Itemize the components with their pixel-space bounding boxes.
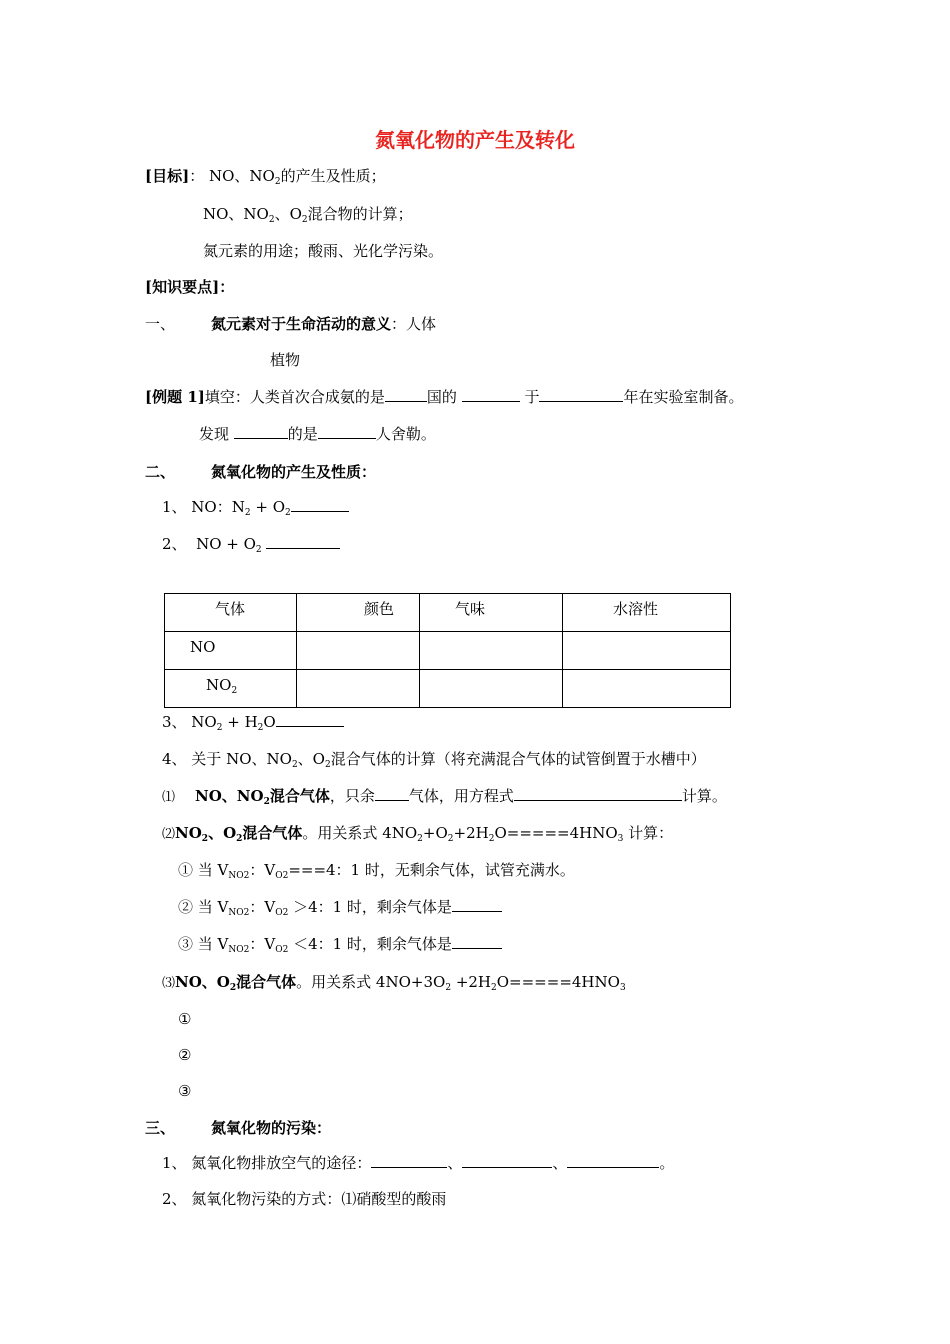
sub-item-3: ⑶NO、$O_2$混合气体。用关系式 $4NO+3O_2 +2H_2O=====4HNO_3$	[162, 973, 626, 993]
blank-emission-2[interactable]	[462, 1153, 552, 1168]
example-1-label: [例题 1]	[145, 388, 205, 406]
blank-no-oxidation[interactable]	[266, 534, 340, 549]
case-2: ② 当 $V_{NO2}$：$V_{O2} >4$：1 时，剩余气体是	[178, 897, 502, 920]
sub-item-2: $⑵NO_2$、$O_2$混合气体。用关系式 $4NO_2+O_2+2H_2O=====4HNO_3$ 计算：	[162, 824, 674, 844]
blank-nationality[interactable]	[318, 424, 376, 439]
goals-line-1: [目标]： NO、$NO_2$的产生及性质；	[145, 167, 386, 187]
row-no2-gas: $NO_2$	[206, 676, 238, 696]
table-header-row	[165, 594, 731, 632]
blank-no-formation[interactable]	[291, 497, 349, 512]
gas-properties-table	[164, 593, 731, 708]
goal-2: NO、$NO_2$、$O_2$混合物的计算；	[203, 205, 413, 225]
section-2-heading-line	[145, 462, 377, 482]
sub-item-2-heading: $NO_2$、$O_2$混合气体	[175, 824, 303, 844]
goals-label: [目标]	[145, 167, 190, 185]
blank-emission-3[interactable]	[567, 1153, 659, 1168]
section-1-heading-line: 一、 氮元素对于生命活动的意义：人体	[145, 315, 437, 333]
goal-1: NO、$NO_2$的产生及性质；	[208, 167, 386, 187]
blank-case-3[interactable]	[452, 934, 502, 949]
case-3: ③ 当 $V_{NO2}$：$V_{O2} <4$：1 时，剩余气体是	[178, 934, 502, 957]
cell-no2-solubility[interactable]	[563, 670, 731, 708]
section-2-item-4: 4、 关于 NO、$NO_2$、$O_2$混合气体的计算（将充满混合气体的试管倒置于水槽中）	[162, 750, 706, 770]
row-no-gas: NO	[190, 638, 216, 656]
header-solubility: 水溶性	[613, 600, 659, 618]
table-row	[165, 632, 731, 670]
section-2-heading: 氮氧化物的产生及性质：	[211, 463, 377, 481]
cell-no2-color[interactable]	[297, 670, 420, 708]
example-1-line-1: [例题 1]填空：人类首次合成氨的是 国的 于 年在实验室制备。	[145, 388, 744, 406]
page-title: 氮氧化物的产生及转化	[375, 128, 575, 152]
blank-person[interactable]	[462, 387, 520, 402]
blank-country[interactable]	[385, 387, 427, 402]
case-1: ① 当 $V_{NO2}$：$V_{O2}===4$：1 时，无剩余气体，试管充满水。	[178, 861, 575, 881]
example-1-line-2: 发现 的是 人舍勒。	[199, 425, 436, 443]
blank-year[interactable]	[539, 387, 623, 402]
header-odor: 气味	[455, 600, 486, 618]
goal-3: 氮元素的用途；酸雨、光化学污染。	[203, 242, 444, 260]
header-gas: 气体	[215, 600, 246, 618]
section-3-heading-line	[145, 1118, 332, 1138]
section-2-item-1: 1、 NO：$N_2 + O_2$	[162, 497, 349, 520]
mark-3: ③	[178, 1082, 192, 1100]
section-1-number: 一、	[145, 315, 176, 333]
blank-equation[interactable]	[514, 786, 682, 801]
section-1-item-plant: 植物	[270, 351, 301, 369]
section-2-item-3: 3、 $NO_2 + H_2O$	[162, 712, 344, 735]
mark-1: ①	[178, 1010, 192, 1028]
blank-no2-water[interactable]	[276, 712, 344, 727]
sub-item-3-heading: NO、$O_2$混合气体	[175, 973, 297, 993]
sub-item-1: ⑴ NO、$NO_2$混合气体，只余 气体，用方程式 计算。	[162, 787, 727, 807]
sub-item-1-heading: NO、$NO_2$混合气体	[195, 787, 330, 807]
cell-no-color[interactable]	[297, 632, 420, 670]
blank-remaining-gas[interactable]	[375, 786, 409, 801]
section-3-heading: 氮氧化物的污染：	[211, 1119, 332, 1137]
cell-no2-odor[interactable]	[420, 670, 563, 708]
section-3-item-1: 1、 氮氧化物排放空气的途径： 、 、 。	[162, 1154, 675, 1172]
section-3-item-2: 2、 氮氧化物污染的方式：⑴硝酸型的酸雨	[162, 1190, 447, 1208]
table-row	[165, 670, 731, 708]
section-2-item-2: 2、 NO + $O_2$	[162, 534, 340, 557]
blank-case-2[interactable]	[452, 897, 502, 912]
section-2-number: 二、	[145, 463, 176, 481]
section-1-item-human: 人体	[406, 315, 437, 333]
header-color: 颜色	[364, 600, 395, 618]
section-1-heading: 氮元素对于生命活动的意义	[211, 315, 392, 333]
mark-2: ②	[178, 1046, 192, 1064]
section-3-number: 三、	[145, 1119, 176, 1137]
blank-discovery[interactable]	[234, 424, 288, 439]
knowledge-label: [知识要点]：	[145, 278, 235, 296]
cell-no-solubility[interactable]	[563, 632, 731, 670]
cell-no-odor[interactable]	[420, 632, 563, 670]
blank-emission-1[interactable]	[371, 1153, 447, 1168]
